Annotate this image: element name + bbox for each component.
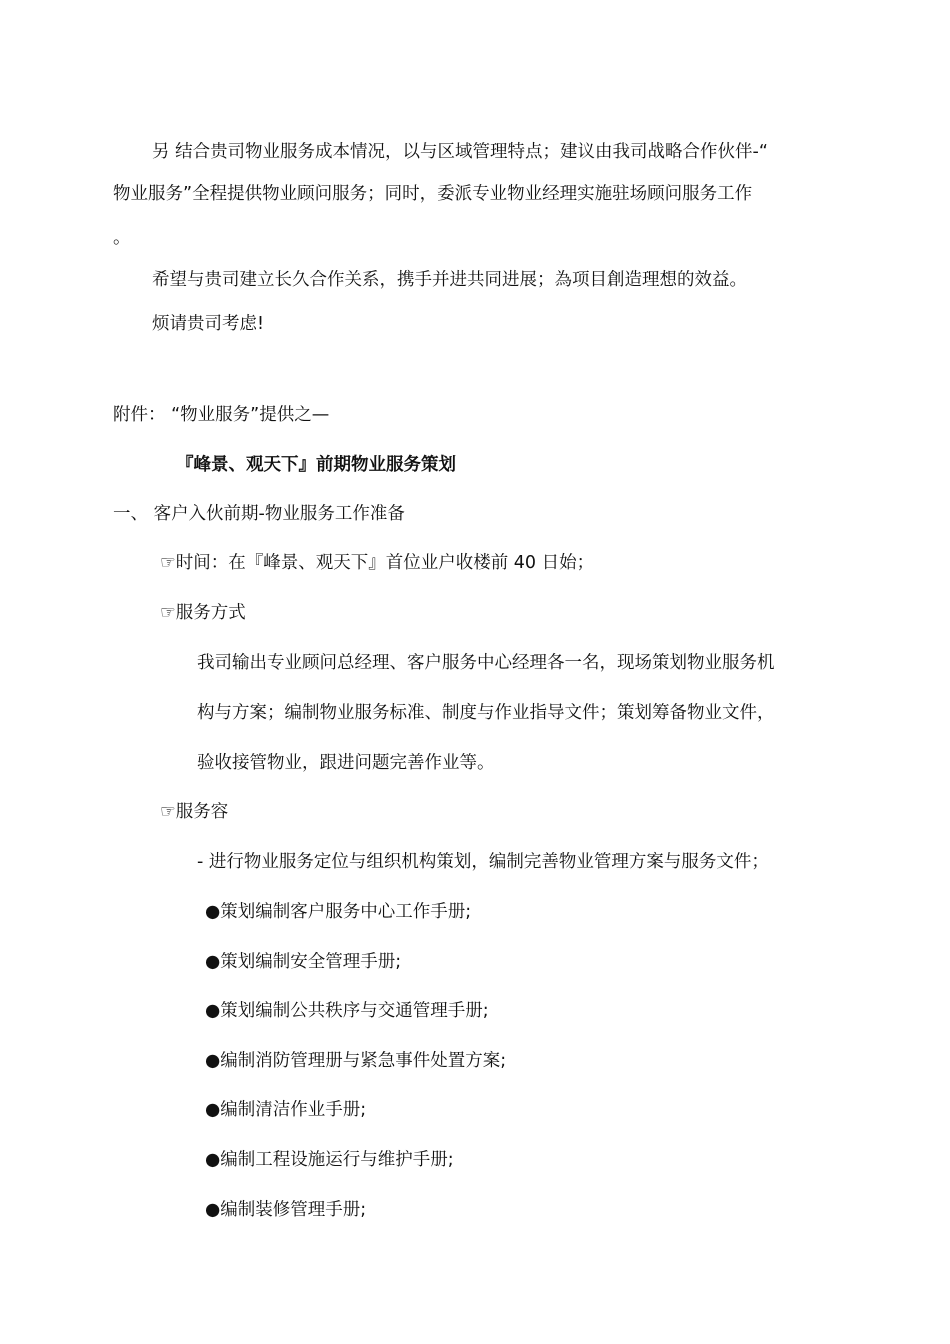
bullet-text: 编制消防管理册与紧急事件处置方案;: [220, 1051, 507, 1071]
bullet-list-item: [205, 900, 471, 924]
bullet-icon: ●: [205, 1200, 221, 1220]
bullet-text: 策划编制安全管理手册;: [220, 952, 402, 972]
bullet-text: 策划编制客户服务中心工作手册;: [220, 902, 472, 922]
bullet-text: 编制工程设施运行与维护手册;: [220, 1150, 454, 1170]
service-method-line-2: 构与方案；编制物业服务标准、制度与作业指导文件；策划筹备物业文件，: [197, 703, 775, 723]
pointing-hand-icon: ☞: [160, 802, 176, 822]
pointing-hand-icon: ☞: [160, 553, 176, 573]
bullet-list-item: [205, 950, 401, 974]
service-content-item: [160, 800, 228, 824]
attachment-label: 附件： “物业服务”提供之—: [113, 405, 330, 425]
bullet-list-item: [205, 1148, 454, 1172]
intro-paragraph-2: 希望与贵司建立长久合作关系，携手并进共同进展；為项目創造理想的效益。: [152, 270, 747, 290]
bullet-text: 编制清洁作业手册;: [220, 1100, 367, 1120]
bullet-list-item: [205, 999, 489, 1023]
bullet-icon: ●: [205, 1051, 221, 1071]
service-method-item: [160, 601, 246, 625]
intro-paragraph-3: 烦请贵司考虑!: [152, 314, 265, 334]
intro-paragraph-1-line-3: 。: [113, 228, 131, 248]
bullet-list-item: [205, 1049, 506, 1073]
pointing-hand-icon: ☞: [160, 603, 176, 623]
bullet-list-item: [205, 1098, 366, 1122]
bullet-text: 编制装修管理手册;: [220, 1200, 367, 1220]
bullet-icon: ●: [205, 1001, 221, 1021]
service-method-line-3: 验收接管物业，跟进问题完善作业等。: [197, 753, 495, 773]
time-text: 时间：在『峰景、观天下』首位业户收楼前 40 日始；: [175, 553, 595, 573]
bullet-icon: ●: [205, 1100, 221, 1120]
service-content-label: 服务容: [175, 802, 229, 822]
dash-list-item: - 进行物业服务定位与组织机构策划，编制完善物业管理方案与服务文件；: [197, 852, 769, 872]
bullet-list-item: [205, 1198, 366, 1222]
bullet-icon: ●: [205, 1150, 221, 1170]
time-item: [160, 551, 594, 575]
intro-paragraph-1-line-2: 物业服务”全程提供物业顾问服务；同时，委派专业物业经理实施驻场顾问服务工作: [113, 184, 753, 204]
service-method-label: 服务方式: [175, 603, 246, 623]
attachment-title: 『峰景、观天下』前期物业服务策划: [176, 455, 456, 475]
service-method-line-1: 我司输出专业顾问总经理、客户服务中心经理各一名，现场策划物业服务机: [197, 653, 775, 673]
bullet-icon: ●: [205, 902, 221, 922]
bullet-text: 策划编制公共秩序与交通管理手册;: [220, 1001, 489, 1021]
intro-paragraph-1-line-1: 另 结合贵司物业服务成本情况，以与区域管理特点；建议由我司战略合作伙伴-“: [152, 142, 768, 162]
bullet-icon: ●: [205, 952, 221, 972]
section-1-heading: 一、 客户入伙前期-物业服务工作准备: [113, 504, 405, 524]
